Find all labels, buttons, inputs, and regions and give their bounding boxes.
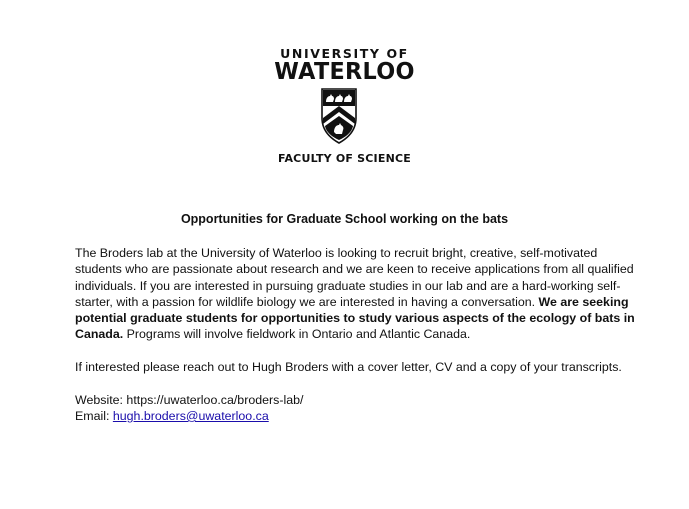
shield-crest-icon xyxy=(321,88,357,144)
email-label: Email: xyxy=(75,408,113,423)
university-logo xyxy=(0,0,689,170)
paragraph-closing: Programs will involve fieldwork in Ontario and Atlantic Canada. xyxy=(123,327,471,342)
logo-faculty: FACULTY OF SCIENCE xyxy=(278,152,411,165)
paragraph-intro: The Broders lab at the University of Waterloo is looking to recruit bright, creative, self-motivated students who are passionate about research and we are keen to receive applications from all qualified individuals. If you are interested in pursuing graduate studies in our lab and are a hard-working self-starter, with a passion for wildlife biology we are interested in having a conversation. xyxy=(75,246,634,309)
document-title: Opportunities for Graduate School working on the bats xyxy=(180,212,509,226)
logo-university-of: UNIVERSITY OF xyxy=(280,46,409,61)
website-line xyxy=(75,392,635,408)
paragraph-emphasis: We are seeking potential graduate students for opportunities to study various aspects of the ecology of bats in Canada. xyxy=(75,294,635,342)
paragraph-contact: If interested please reach out to Hugh Broders with a cover letter, CV and a copy of your transcripts. xyxy=(75,360,622,375)
logo-waterloo: WATERLOO xyxy=(274,59,415,85)
email-link[interactable]: hugh.broders@uwaterloo.ca xyxy=(112,408,269,423)
paragraph-recruitment xyxy=(75,245,635,343)
website-label: Website: xyxy=(75,392,127,407)
website-url: https://uwaterloo.ca/broders-lab/ xyxy=(126,392,304,407)
email-line xyxy=(75,408,635,424)
document-body xyxy=(75,245,635,424)
